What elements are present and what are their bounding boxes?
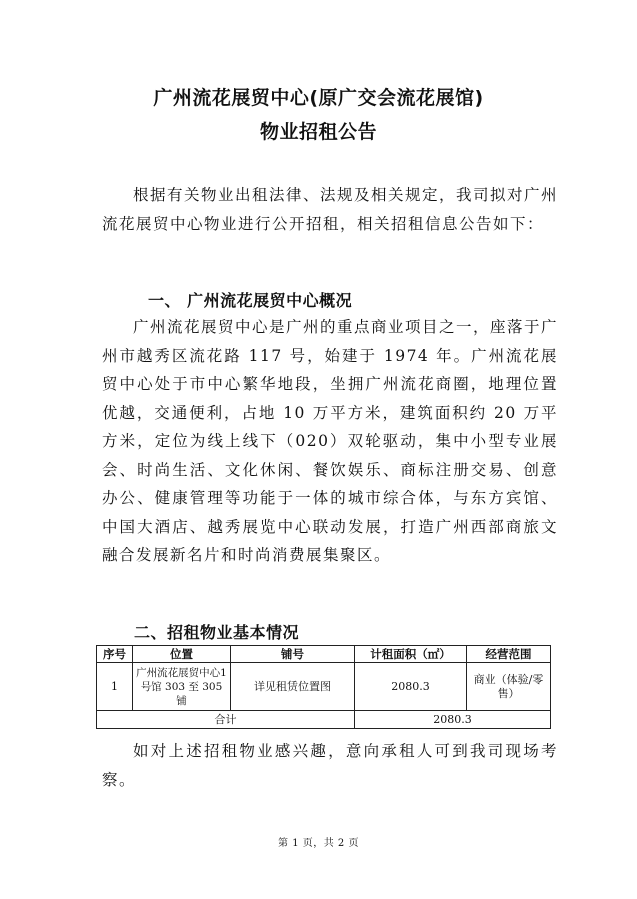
document-title: 广州流花展贸中心(原广交会流花展馆): [153, 87, 484, 109]
table-header-row: [97, 646, 551, 663]
cell-unit: 详见租赁位置图: [231, 663, 355, 711]
document-subtitle: 物业招租公告: [259, 121, 377, 143]
section-1-heading: 一、 广州流花展贸中心概况: [148, 291, 353, 310]
table-row: [97, 663, 551, 711]
overview-paragraph: 广州流花展贸中心是广州的重点商业项目之一，座落于广州市越秀区流花路 117 号，始建于 1974 年。广州流花展贸中心处于市中心繁华地段，坐拥广州流花商圈，地理位置优越，交通便利，占地 10 万平方米，建筑面积约 20 万平方米，定位为线上线下（020）双轮驱动，集中小型专业展会、时尚生活、文化休闲、餐饮娱乐、商标注册交易、创意办公、健康管理等功能于一体的城市综合体，与东方宾馆、中国大酒店、越秀展览中心联动发展，打造广州西部商旅文融合发展新名片和时尚消费展集聚区。: [102, 318, 559, 564]
header-location: 位置: [133, 646, 231, 663]
header-no: 序号: [97, 646, 133, 663]
property-table: [96, 645, 551, 729]
section-2-heading: 二、招租物业基本情况: [134, 623, 300, 642]
intro-paragraph: 根据有关物业出租法律、法规及相关规定，我司拟对广州流花展贸中心物业进行公开招租，相关招租信息公告如下：: [102, 186, 559, 233]
header-area: 计租面积（㎡）: [355, 646, 467, 663]
total-label: 合计: [97, 711, 355, 729]
cell-no: 1: [97, 663, 133, 711]
closing-paragraph: 如对上述招租物业感兴趣，意向承租人可到我司现场考察。: [102, 742, 558, 789]
total-value: 2080.3: [355, 711, 551, 729]
cell-area: 2080.3: [355, 663, 467, 711]
cell-scope: 商业（体验/零售）: [467, 663, 551, 711]
header-scope: 经营范围: [467, 646, 551, 663]
page-footer: 第 1 页，共 2 页: [278, 838, 359, 849]
cell-location: 广州流花展贸中心1号馆 303 至 305 铺: [133, 663, 231, 711]
table-total-row: [97, 711, 551, 729]
header-unit: 铺号: [231, 646, 355, 663]
